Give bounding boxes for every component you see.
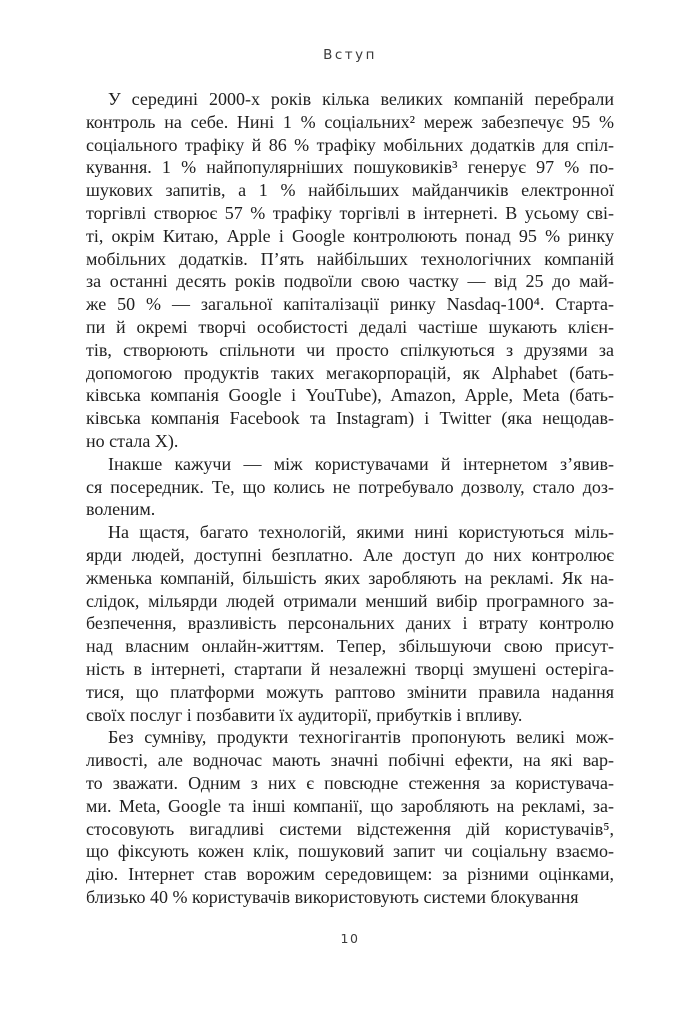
text-line: над власним онлайн-життям. Тепер, збільшуючи свою присут- <box>86 636 614 657</box>
text-line: У середині 2000-х років кілька великих компаній перебрали <box>108 89 614 109</box>
text-line: своїх послуг і позбавити їх аудиторії, прибутків і впливу. <box>86 704 523 725</box>
text-line: то зважати. Одним з них є повсюдне стеження за користувача- <box>86 772 614 793</box>
text-line: но стала Х). <box>86 430 179 451</box>
text-line: ківська компанія Google і YouTube), Amazon, Apple, Meta (бать- <box>86 385 614 406</box>
text-line: пи й окремі творчі особистості дедалі частіше шукають клієн- <box>86 316 614 337</box>
text-line: кування. 1 % найпопулярніших пошуковиків³ генерує 97 % по- <box>86 157 614 178</box>
text-line: торгівлі створює 57 % трафіку торгівлі в інтернеті. В усьому сві- <box>86 202 614 223</box>
text-line: Без сумніву, продукти техногігантів пропонують великі мож- <box>108 727 614 748</box>
paragraph <box>86 521 614 726</box>
paragraph <box>86 88 614 453</box>
text-line: шукових запитів, а 1 % найбільших майданчиків електронної <box>86 180 614 201</box>
text-line: ківська компанія Facebook та Instagram) і Twitter (яка нещодав- <box>86 408 614 429</box>
text-line: безпечення, вразливість персональних даних і втрату контролю <box>86 613 614 634</box>
text-line: ність в інтернеті, стартапи й незалежні творці змушені остеріга- <box>86 658 614 679</box>
text-line: контроль на себе. Нині 1 % соціальних² мереж забезпечує 95 % <box>86 111 614 132</box>
page-body <box>86 88 614 909</box>
text-line: воленим. <box>86 499 156 520</box>
text-line: дію. Інтернет став ворожим середовищем: за різними оцінками, <box>86 864 614 885</box>
text-line: Інакше кажучи — між користувачами й інтернетом з’явив- <box>108 453 614 474</box>
text-line: слідок, мільярди людей отримали менший вибір програмного за- <box>86 590 614 611</box>
paragraph <box>86 726 614 908</box>
text-line: тів, створюють спільноти чи просто спілкуються з друзями за <box>86 339 614 360</box>
text-line: що фіксують кожен клік, пошуковий запит чи соціальну взаємо- <box>86 841 614 862</box>
text-line: тися, що платформи можуть раптово змінити правила надання <box>86 681 614 702</box>
text-line: допомогою продуктів таких мегакорпорацій, як Alphabet (бать- <box>86 362 614 383</box>
text-line: соціального трафіку й 86 % трафіку мобільних додатків для спіл- <box>86 134 614 155</box>
text-line: ярди людей, доступні безплатно. Але доступ до них контролює <box>86 544 614 565</box>
text-line: близько 40 % користувачів використовують системи блокування <box>86 886 579 907</box>
text-line: ся посередник. Те, що колись не потребувало дозволу, стало доз- <box>86 476 614 497</box>
text-line: мобільних додатків. П’ять найбільших технологічних компаній <box>86 248 614 269</box>
page-number: 10 <box>340 931 360 946</box>
text-line: На щастя, багато технологій, якими нині користуються міль- <box>108 522 614 543</box>
text-line: ті, окрім Китаю, Apple і Google контролюють понад 95 % ринку <box>86 225 614 246</box>
text-line: же 50 % — загальної капіталізації ринку Nasdaq-100⁴. Старта- <box>86 294 614 315</box>
text-line: ми. Meta, Google та інші компанії, що заробляють на рекламі, за- <box>86 795 614 816</box>
text-line: за останні десять років подвоїли свою частку — від 25 до май- <box>86 271 614 292</box>
text-line: стосовують вигадливі системи відстеження дій користувачів⁵, <box>86 818 614 839</box>
text-line: ливості, але водночас мають значні побічні ефекти, на які вар- <box>86 750 614 771</box>
text-line: жменька компаній, більшість яких заробляють на рекламі. Як на- <box>86 567 614 588</box>
chapter-running-head: Вступ <box>323 47 377 63</box>
paragraph <box>86 453 614 521</box>
